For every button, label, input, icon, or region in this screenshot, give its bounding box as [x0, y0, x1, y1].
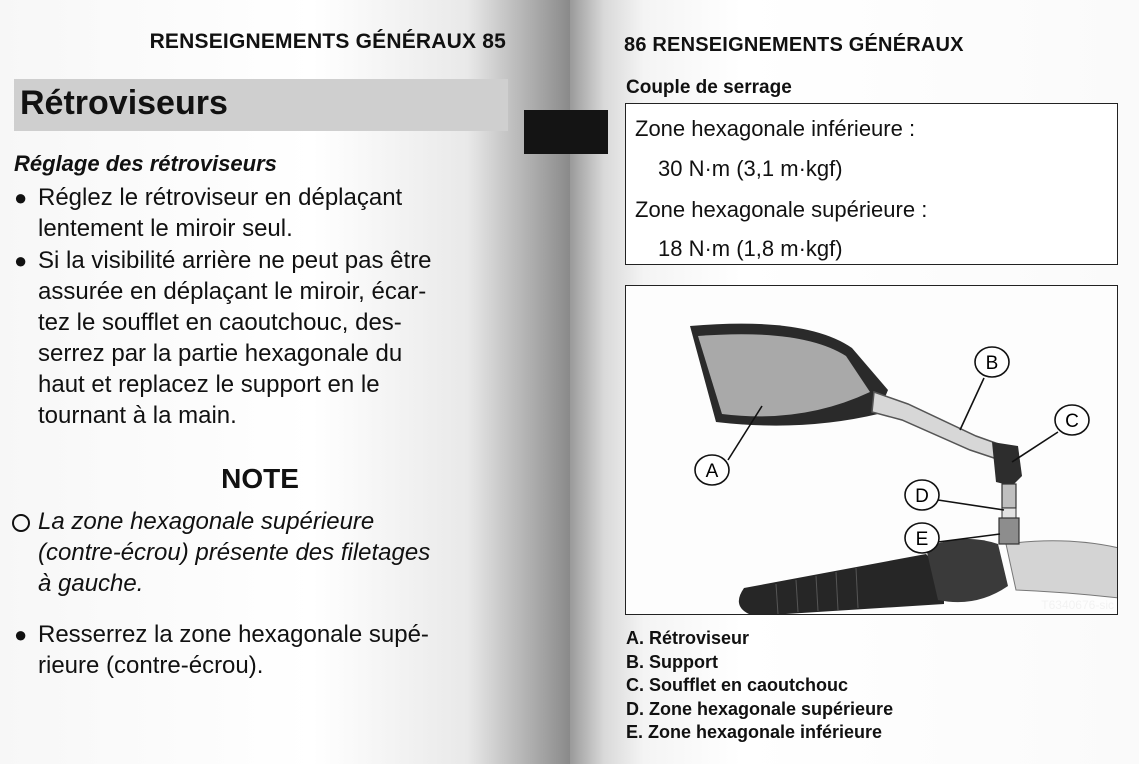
mirror-support [872, 392, 1004, 460]
switch-housing [926, 539, 1008, 602]
text-line: tez le soufflet en caoutchouc, des- [38, 309, 402, 336]
handlebar-grip [739, 554, 944, 615]
mirror-figure [625, 285, 1118, 615]
torque-line: Zone hexagonale inférieure : [635, 116, 916, 141]
note-paragraph [38, 506, 506, 599]
bullet-marker: ● [14, 248, 28, 273]
text-line: La zone hexagonale supérieure [38, 508, 375, 535]
mirror-rod [1002, 508, 1016, 518]
figure-legend [626, 627, 893, 745]
svg-text:A: A [705, 461, 719, 482]
text-line: haut et replacez le support en le [38, 371, 380, 398]
text-line: Si la visibilité arrière ne peut pas être [38, 247, 432, 274]
svg-text:D: D [915, 486, 929, 507]
text-line: lentement le miroir seul. [38, 215, 293, 242]
handlebar-clamp [1006, 541, 1118, 598]
note-circle-icon [12, 514, 30, 532]
callout-A [695, 455, 729, 485]
section-title: Rétroviseurs [20, 84, 228, 122]
legend-item: B. Support [626, 651, 718, 672]
text-line: assurée en déplaçant le miroir, écar- [38, 278, 427, 305]
legend-item: E. Zone hexagonale inférieure [626, 722, 883, 742]
lower-hex-nut [999, 518, 1019, 544]
callout-D [905, 480, 939, 510]
text-line: rieure (contre-écrou). [38, 652, 264, 679]
torque-spec-box [625, 103, 1118, 265]
bullet-marker: ● [14, 622, 28, 647]
bullet-paragraph-3 [38, 619, 506, 681]
callout-B [975, 347, 1009, 377]
running-head-left: RENSEIGNEMENTS GÉNÉRAUX 85 [149, 30, 506, 53]
text-line: Réglez le rétroviseur en déplaçant [38, 184, 403, 211]
mirror-illustration [626, 286, 1118, 615]
torque-line: Zone hexagonale supérieure : [635, 197, 928, 222]
callout-E [905, 523, 939, 553]
text-line: (contre-écrou) présente des filetages [38, 539, 431, 566]
note-title: NOTE [221, 463, 299, 494]
text-line: à gauche. [38, 570, 144, 597]
svg-text:E: E [915, 529, 929, 550]
torque-heading: Couple de serrage [626, 77, 792, 98]
upper-hex-nut [1002, 484, 1016, 508]
thumb-index-tab [524, 110, 608, 154]
figure-code: T6340676-sic [1041, 598, 1114, 612]
legend-item: A. Rétroviseur [626, 628, 750, 648]
bullet-marker: ● [14, 185, 28, 210]
svg-text:C: C [1065, 411, 1079, 432]
torque-value: 30 N·m (3,1 m·kgf) [658, 156, 843, 181]
running-head-right: 86 RENSEIGNEMENTS GÉNÉRAUX [624, 34, 964, 56]
legend-item: C. Soufflet en caoutchouc [626, 675, 849, 695]
text-line: tournant à la main. [38, 402, 237, 429]
svg-text:B: B [985, 353, 999, 374]
torque-value: 18 N·m (1,8 m·kgf) [658, 236, 843, 261]
subsection-title: Réglage des rétroviseurs [14, 151, 277, 176]
legend-item: D. Zone hexagonale supérieure [626, 698, 894, 719]
callout-C [1055, 405, 1089, 435]
rubber-boot [992, 442, 1022, 486]
bullet-paragraph-2 [38, 245, 506, 431]
text-line: Resserrez la zone hexagonale supé- [38, 621, 429, 648]
text-line: serrez par la partie hexagonale du [38, 340, 403, 367]
bullet-paragraph-1 [38, 182, 506, 244]
